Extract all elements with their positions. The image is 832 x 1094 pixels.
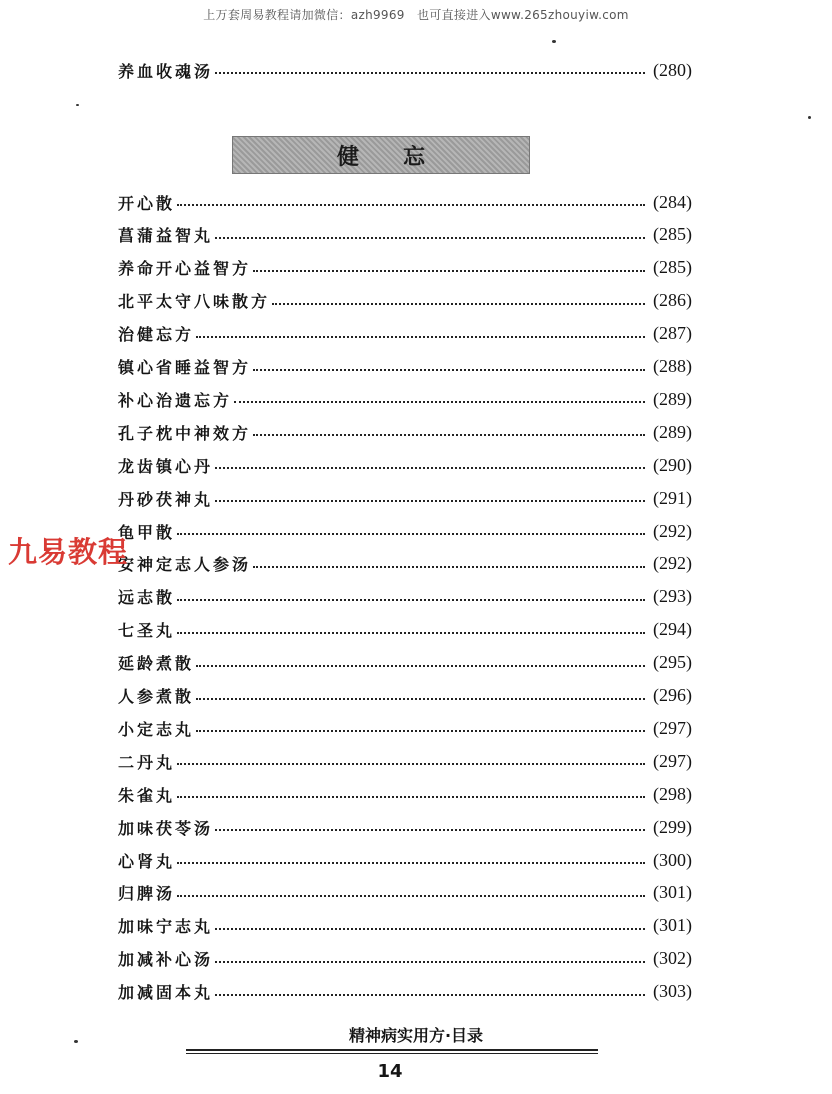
dot-leader [177, 204, 645, 206]
toc-entry-title: 补心治遗忘方 [118, 390, 233, 410]
toc-entry [118, 813, 692, 841]
toc-entry [118, 616, 692, 644]
toc-entry [118, 649, 692, 677]
dot-leader [196, 665, 645, 667]
dot-leader [253, 566, 645, 568]
dot-leader [215, 467, 645, 469]
toc-entry-title: 镇心省睡益智方 [118, 358, 252, 377]
toc-entry-title: 孔子枕中神效方 [118, 423, 252, 443]
toc-entry-page: (289) [653, 388, 692, 409]
dot-leader [196, 730, 645, 732]
dot-leader [215, 994, 645, 996]
toc-entry-title: 菖蒲益智丸 [118, 226, 214, 246]
toc-entry [118, 879, 692, 907]
toc-entry [118, 254, 692, 282]
toc-entry-page: (295) [653, 652, 692, 673]
section-heading-banner [232, 136, 530, 174]
toc-entry-page: (303) [653, 981, 692, 1002]
dot-leader [272, 303, 645, 305]
toc-entry-title: 七圣丸 [118, 621, 176, 641]
toc-entry-page: (290) [653, 454, 692, 475]
toc-entry [118, 385, 692, 413]
toc-entry [118, 287, 692, 315]
scan-speck [552, 40, 556, 43]
toc-entry-page: (297) [653, 717, 692, 738]
toc-entry [118, 56, 692, 84]
toc-entry-page: (301) [653, 882, 692, 903]
toc-entry-page: (302) [653, 948, 692, 969]
toc-entry [118, 418, 692, 446]
dot-leader [177, 599, 645, 601]
toc-entry [118, 188, 692, 216]
dot-leader [177, 763, 645, 765]
toc-entry-page: (285) [653, 224, 692, 245]
toc-entry-page: (297) [653, 750, 692, 771]
dot-leader [177, 533, 645, 535]
toc-entry-title: 人参煮散 [118, 687, 195, 706]
toc-entry-title: 延龄煮散 [118, 654, 195, 674]
page-number: 14 [377, 1061, 403, 1082]
toc-entry-page: (299) [653, 816, 692, 837]
dot-leader [215, 928, 645, 930]
dot-leader [253, 434, 645, 436]
toc-entry-page: (285) [653, 257, 692, 278]
toc-entry-title: 安神定志人参汤 [118, 555, 252, 575]
dot-leader [196, 698, 645, 700]
toc-entry-page: (284) [653, 191, 692, 212]
watermark-stamp: 九易教程 [8, 535, 129, 569]
dot-leader [215, 237, 645, 239]
toc-entry [118, 484, 692, 512]
footer-rule [186, 1049, 598, 1051]
watermark-text: 上万套周易教程请加微信：azh9969 也可直接进入www.265zhouyiw.com [203, 8, 629, 22]
dot-leader [215, 500, 645, 502]
toc-entry-title: 加味宁志丸 [118, 917, 214, 937]
toc-entry [118, 517, 692, 545]
dot-leader [234, 401, 645, 403]
running-footer-title: 精神病实用方·目录 [348, 1026, 484, 1045]
toc-entry-title: 小定志丸 [118, 719, 195, 739]
dot-leader [215, 829, 645, 831]
toc-entry-title: 养命开心益智方 [118, 259, 252, 279]
toc-entry-title: 加减补心汤 [118, 950, 214, 970]
toc-entry-page: (289) [653, 421, 692, 442]
toc-entry-page: (287) [653, 323, 692, 344]
toc-entry-page: (296) [653, 685, 692, 705]
toc-entry-title: 二丹丸 [118, 752, 176, 772]
toc-entry [118, 747, 692, 775]
toc-entry-page: (292) [653, 553, 692, 574]
toc-entry [118, 682, 692, 710]
scan-speck [76, 104, 79, 106]
dot-leader [215, 72, 645, 74]
toc-entry-title: 龟甲散 [118, 522, 176, 542]
dot-leader [253, 369, 645, 371]
section-heading: 健忘 [336, 143, 469, 170]
toc-entry-title: 朱雀丸 [118, 785, 176, 805]
toc-entry [118, 978, 692, 1006]
toc-entry-title: 开心散 [118, 193, 176, 213]
toc-entry-page: (288) [653, 356, 692, 376]
toc-entry-page: (294) [653, 619, 692, 640]
toc-entry-title: 加味茯苓汤 [118, 818, 214, 838]
toc-entry-title: 北平太守八味散方 [118, 292, 271, 312]
toc-entry-page: (286) [653, 290, 692, 311]
toc-entry-title: 养血收魂汤 [118, 61, 214, 81]
dot-leader [177, 632, 645, 634]
toc-entry-page: (301) [653, 915, 692, 936]
toc-entry-title: 龙齿镇心丹 [118, 456, 214, 476]
toc-entry-page: (292) [653, 520, 692, 541]
toc-entry-title: 远志散 [118, 588, 176, 608]
toc-entry-page: (291) [653, 487, 692, 508]
toc-entry-page: (300) [653, 849, 692, 870]
toc-entry [118, 451, 692, 479]
toc-entry [118, 550, 692, 578]
dot-leader [196, 336, 645, 338]
toc-entry-page: (280) [653, 59, 692, 80]
dot-leader [215, 961, 645, 963]
dot-leader [177, 895, 645, 897]
toc-entry-title: 加减固本丸 [118, 983, 214, 1003]
toc-entry-page: (293) [653, 586, 692, 607]
toc-entry [118, 945, 692, 973]
toc-entry [118, 221, 692, 249]
toc-entry-title: 归脾汤 [118, 884, 176, 904]
toc-entry [118, 583, 692, 611]
toc-entry [118, 320, 692, 348]
footer-rule-thin [186, 1053, 598, 1054]
dot-leader [177, 796, 645, 798]
toc-entry [118, 912, 692, 940]
dot-leader [177, 862, 645, 864]
toc-entry-title: 心肾丸 [118, 851, 176, 871]
toc-entry [118, 353, 692, 381]
toc-entry [118, 714, 692, 742]
scan-speck [808, 116, 811, 119]
toc-entry-title: 丹砂茯神丸 [118, 489, 214, 509]
toc-entry-page: (298) [653, 783, 692, 804]
toc-entry [118, 846, 692, 874]
scan-speck [74, 1040, 78, 1043]
dot-leader [253, 270, 645, 272]
toc-entry [118, 780, 692, 808]
toc-entry-title: 治健忘方 [118, 325, 195, 345]
